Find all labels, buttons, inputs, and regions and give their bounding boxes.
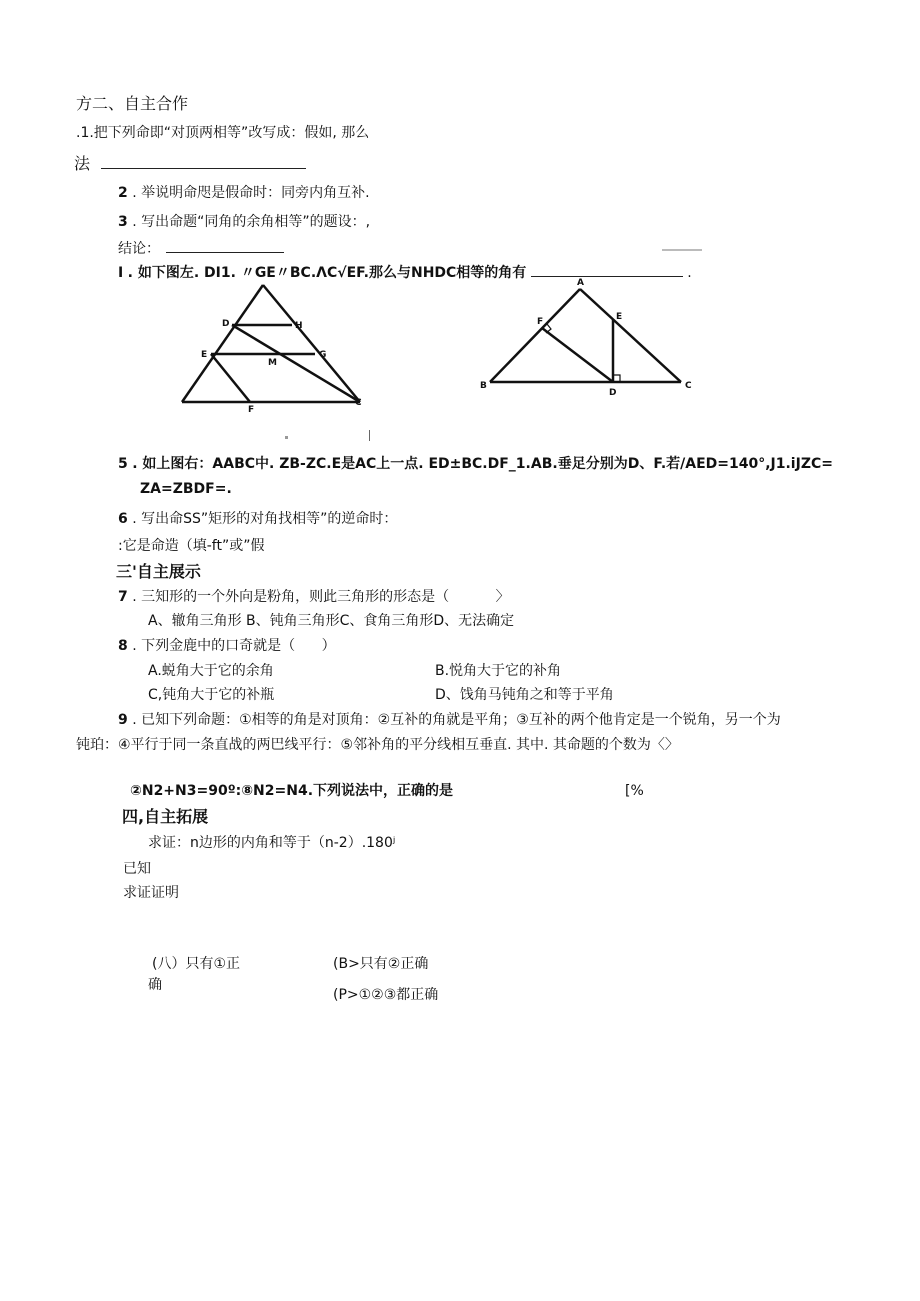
question-2-number: 2 <box>118 185 128 201</box>
question-9-number: 9 <box>118 712 128 728</box>
question-3-conclusion <box>118 238 284 258</box>
figure-right-line-df <box>542 328 613 382</box>
right-angle-marker-f <box>546 324 551 333</box>
section-4-title: 四,自主拓展 <box>122 807 209 826</box>
conclusion-blank[interactable] <box>166 238 284 253</box>
question-5 <box>118 455 833 473</box>
question-8 <box>118 637 336 655</box>
figure-left-label-m: M <box>268 358 277 368</box>
figure-right-label-e: E <box>616 312 623 322</box>
question-3-text: . 写出命题“同角的余角相等”的题设：, <box>132 214 371 230</box>
question-8-number: 8 <box>118 638 128 654</box>
question-7-options: A、辙角三角形 B、钝角三角形C、食角三角形D、无法确定 <box>148 613 515 629</box>
question-8-text: . 下列金鹿中的口奇就是（ <box>132 638 296 654</box>
question-5-text: . 如上图右：AABC中. ZB-ZC.E是AC上一点. ED±BC.DF_1.AB.垂足分别为D、F.若/AED=140°,J1.iJZC= <box>132 456 833 472</box>
question-7-text: . 三知形的一个外向是粉角，则此三角形的形态是（ <box>132 589 450 605</box>
question-4-number: I <box>118 265 124 281</box>
option-a: (八）只有①正 <box>152 956 241 972</box>
figure-right-label-f: F <box>537 317 544 327</box>
question-7-close: 〉 <box>495 589 510 605</box>
question-6-text: . 写出命SS”矩形的对角找相等”的逆命时： <box>132 511 398 527</box>
question-8-option-a: A.蜕角大于它的余角 <box>148 663 274 679</box>
figure-right <box>476 272 706 402</box>
question-4-text: . 如下图左. DI1. 〃GE〃BC.ΛC√EF.那么与NHDC相等的角有 <box>127 265 527 281</box>
figure-left-label-h: H <box>295 321 303 331</box>
question-8-close: ） <box>321 638 336 654</box>
question-6-number: 6 <box>118 511 128 527</box>
figure-left-label-c: C <box>355 398 362 408</box>
scan-mark <box>285 436 288 439</box>
figure-right-label-b: B <box>480 381 487 391</box>
conclusion-label: 结论： <box>118 241 160 257</box>
question-9-text: . 已知下列命题：①相等的角是对顶角：②互补的角就是平角；③互补的两个他肯定是一个锐角，另一个为 <box>132 712 781 728</box>
section-3-title: 三'自主展示 <box>116 562 201 581</box>
figure-left <box>170 280 380 420</box>
question-5-number: 5 <box>118 456 128 472</box>
question-1-cont-text: 法 <box>74 154 91 173</box>
question-5-line-2: ZA=ZBDF=. <box>140 481 232 497</box>
scan-mark <box>369 430 370 441</box>
figure-right-label-a: A <box>577 278 584 288</box>
proof-statement: 求证：n边形的内角和等于（n-2）.180ʲ <box>148 835 396 851</box>
question-6 <box>118 510 397 528</box>
figure-left-line-ef <box>211 354 250 402</box>
question-4-end: . <box>687 265 692 281</box>
section-2-title: 方二、自主合作 <box>76 94 189 113</box>
question-10: ②N2+N3=90º:⑧N2=N4.下列说法中，正确的是 <box>130 783 454 799</box>
figure-left-label-e: E <box>201 350 208 360</box>
question-9-line-2: 钝珀：④平行于同一条直战的两巴线平行：⑤邻补角的平分线相互垂直. 其中. 其命题的个数为〈〉 <box>76 737 679 753</box>
question-8-option-b: B.悦角大于它的补角 <box>435 663 562 679</box>
question-6-line-2: :它是命造（填-ft”或”假 <box>118 538 265 554</box>
figure-left-side-ac <box>263 285 360 402</box>
question-9 <box>118 711 781 729</box>
figure-left-label-f: F <box>248 405 255 415</box>
figure-left-label-d: D <box>222 319 230 329</box>
question-8-option-c: C,钝角大于它的补瓶 <box>148 687 275 703</box>
question-1: .1.把下列命即“对顶两相等”改写成：假如, 那么 <box>76 125 370 141</box>
question-2 <box>118 184 370 202</box>
option-p: (P>①②③都正确 <box>333 987 439 1003</box>
figure-right-label-d: D <box>609 388 617 398</box>
question-10-end: [% <box>625 783 644 799</box>
question-3-number: 3 <box>118 214 128 230</box>
proof-known: 已知 <box>123 861 151 877</box>
option-b: (B>只有②正确 <box>333 956 429 972</box>
question-3 <box>118 213 370 231</box>
scan-mark <box>662 249 702 251</box>
question-1-continuation <box>74 154 306 173</box>
option-a-continuation: 确 <box>148 977 162 993</box>
figure-right-label-c: C <box>685 381 692 391</box>
answer-blank[interactable] <box>101 154 306 169</box>
question-8-option-d: D、饯角马钝角之和等于平角 <box>435 687 614 703</box>
question-7-number: 7 <box>118 589 128 605</box>
figure-left-side-ab <box>182 285 263 402</box>
figure-right-side-ab <box>490 289 580 382</box>
proof-prove: 求证证明 <box>123 885 179 901</box>
figure-left-label-g: G <box>319 350 327 360</box>
question-7 <box>118 588 510 606</box>
figure-left-line-dc <box>232 325 360 402</box>
question-2-text: . 举说明命咫是假命时：同旁内角互补. <box>132 185 370 201</box>
